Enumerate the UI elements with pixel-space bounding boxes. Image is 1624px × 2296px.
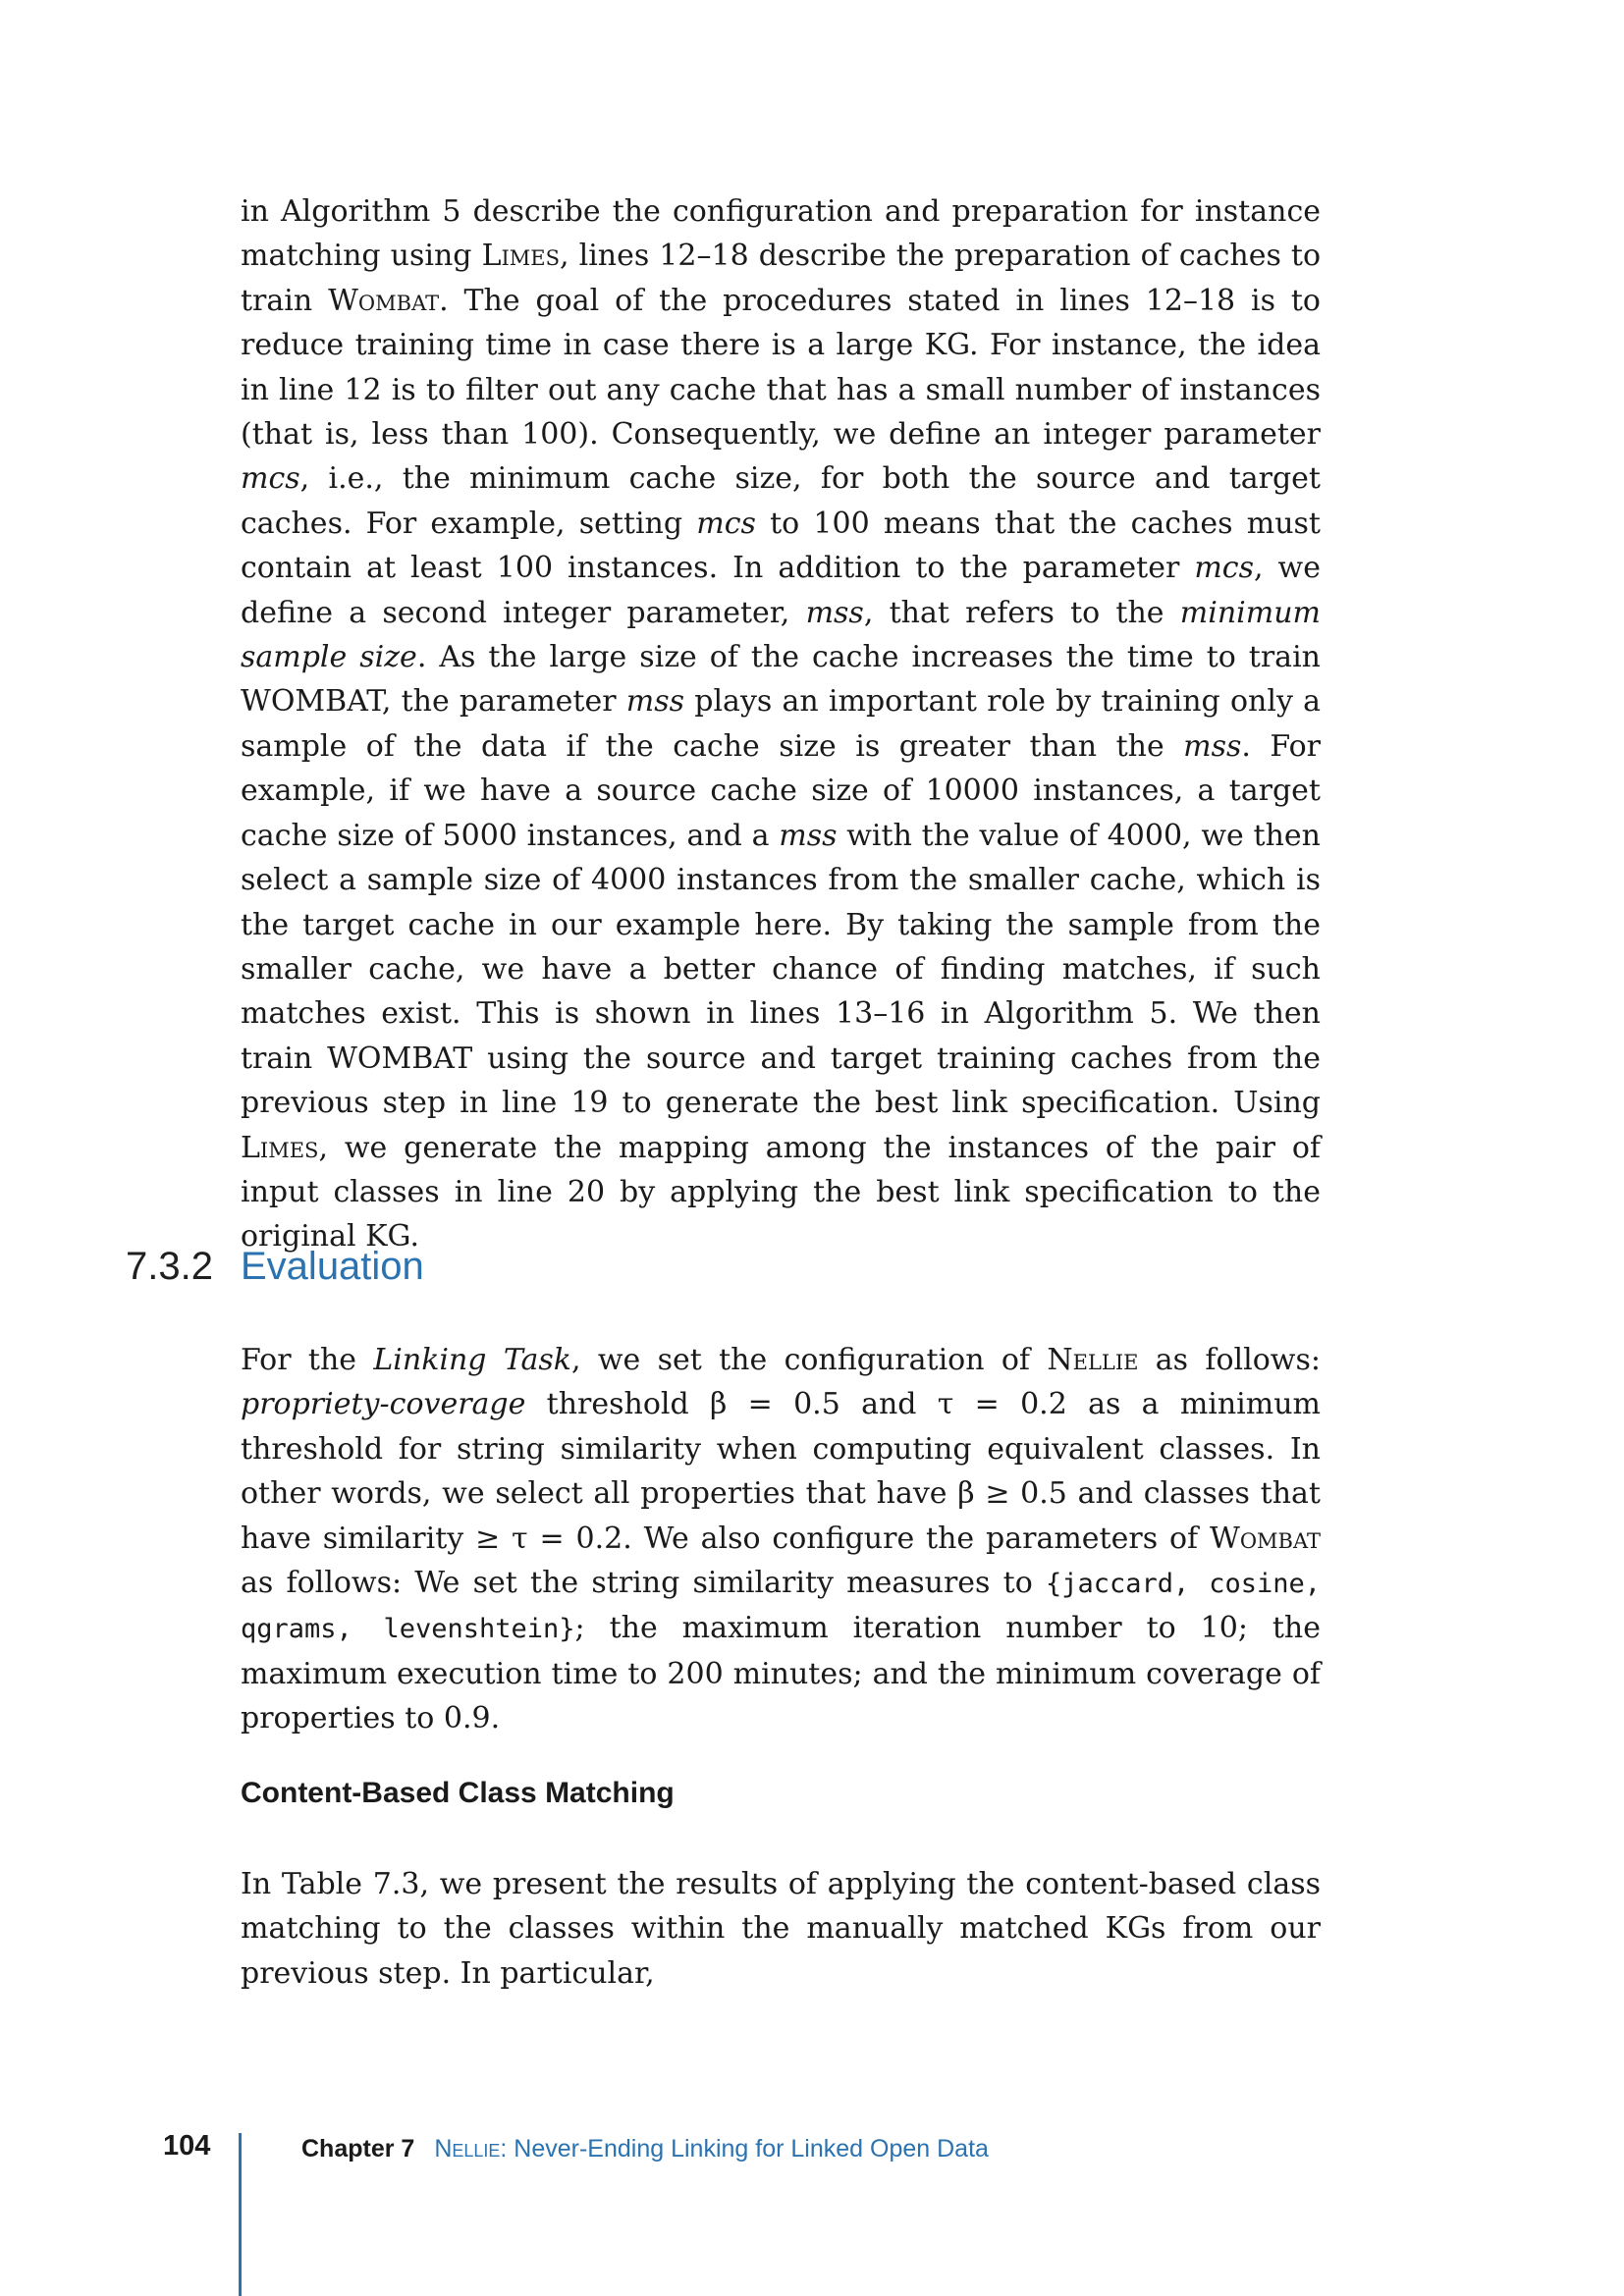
body-paragraph-2: For the Linking Task, we set the configuration of Nellie as follows: propriety-coverage threshold β = 0.5 and τ = 0.2 as a minimum threshold for string similarity when computing equivalent classes. In other words, we select all properties that have β ≥ 0.5 and classes that have similarity ≥ τ = 0.2. We also configure the parameters of Wombat as follows: We set the string similarity measures to {jaccard, cosine, qgrams, levenshtein}; the maximum iteration number to 10; the maximum execution time to 200 minutes; and the minimum coverage of properties to 0.9.	[241, 1343, 1321, 1736]
body-paragraph-1: in Algorithm 5 describe the configuration and preparation for instance matching using Limes, lines 12–18 describe the preparation of caches to train Wombat. The goal of the procedures stated in lines 12–18 is to reduce training time in case there is a large KG. For instance, the idea in line 12 is to filter out any cache that has a small number of instances (that is, less than 100). Consequently, we define an integer parameter mcs, i.e., the minimum cache size, for both the source and target caches. For example, setting mcs to 100 means that the caches must contain at least 100 instances. In addition to the parameter mcs, we define a second integer parameter, mss, that refers to the minimum sample size. As the large size of the cache increases the time to train WOMBAT, the parameter mss plays an important role by training only a sample of the data if the cache size is greater than the mss. For example, if we have a source cache size of 10000 instances, a target cache size of 5000 instances, and a mss with the value of 4000, we then select a sample size of 4000 instances from the smaller cache, which is the target cache in our example here. By taking the sample from the smaller cache, we have a better chance of finding matches, if such matches exist. This is shown in lines 13–16 in Algorithm 5. We then train WOMBAT using the source and target training caches from the previous step in line 19 to generate the best link specification. Using Limes, we generate the mapping among the instances of the pair of input classes in line 20 by applying the best link specification to the original KG.	[241, 194, 1322, 1255]
wombat-name: Wombat	[1209, 1521, 1321, 1556]
chapter-label: Chapter 7	[301, 2135, 415, 2163]
math-mcs: mcs	[696, 506, 756, 541]
body-paragraph-3: In Table 7.3, we present the results of applying the content-based class matching to the classes within the manually matched KGs from our previous step. In particular,	[241, 1867, 1321, 1991]
nellie-name: Nellie	[1047, 1343, 1139, 1377]
emphasis-text: minimum sample size	[241, 595, 1321, 675]
limes-name: Limes	[241, 1130, 319, 1165]
section-heading	[126, 1245, 424, 1289]
emphasis-text: propriety-coverage	[241, 1387, 526, 1422]
running-footer	[301, 2135, 989, 2163]
subsection-heading: Content-Based Class Matching	[241, 1777, 675, 1809]
math-mss: mss	[625, 684, 685, 720]
section-title: Evaluation	[241, 1245, 424, 1288]
emphasis-text: Linking Task	[373, 1343, 571, 1377]
math-mcs: mcs	[241, 461, 300, 497]
wombat-name: Wombat	[328, 283, 440, 318]
math-mss: mss	[805, 595, 864, 630]
footer-rule	[239, 2133, 242, 2296]
math-mcs: mcs	[1194, 551, 1254, 586]
section-number: 7.3.2	[126, 1245, 213, 1288]
math-mss: mss	[779, 818, 838, 853]
math-mss: mss	[1183, 728, 1242, 764]
code-measures: {jaccard, cosine, qgrams, levenshtein}	[241, 1569, 1321, 1645]
limes-name: Limes	[481, 239, 561, 274]
page-number: 104	[163, 2130, 211, 2162]
chapter-title: Nellie: Never-Ending Linking for Linked Open Data	[434, 2135, 989, 2163]
